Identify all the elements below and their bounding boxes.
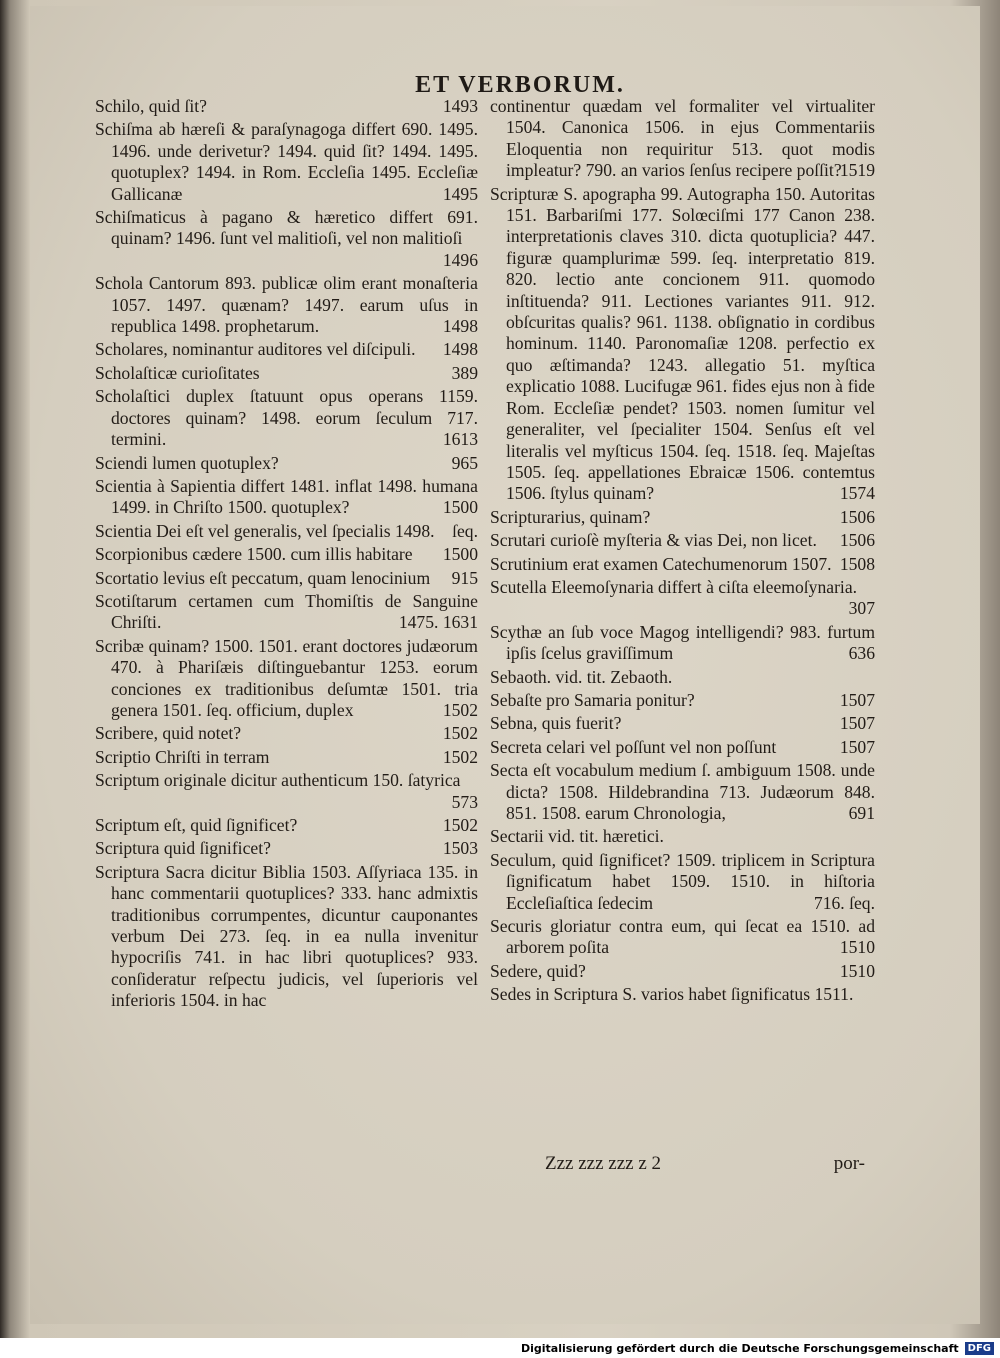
entry-text: Scripturæ S. apographa 99. Autographa 150. Autoritas 151. Barbariſmi 177. Solœciſmi 177 Canon 238. interpretationis claves 310. dicta quotuplicia? 447. figuræ quamplurimæ 599. ſeq. interpretatio 819. 820. lectio ante concionem 911. quomodo inſtituenda? 911. Lectiones variantes 911. 912. obſcuritas qualis? 961. 1138. obſignatio in cordibus hominum. 1140. Paronomaſiæ 1208. perfectio ex quo æſtimanda? 1243. allegatio 51. myſtica explicatio 1088. Lucifugæ 961. fides ejus non à fide Rom. Eccleſiæ pendet? 1503. nomen ſumitur vel generaliter, vel ſpecialiter 1504. Senſus eſt vel literalis vel myſticus 1504. ſeq. 1518. ſeq. Majeſtas 1505. ſeq. appellationes Ebraicæ 1506. contemtus 1506. ſtylus quinam? [490,183,875,504]
page-bottom-line [545,1153,865,1175]
index-entry [490,737,875,758]
entry-locator: 1475. 1631 [398,612,478,633]
entry-locator: 1500 [442,497,478,518]
index-entry [490,577,875,620]
running-head: ET VERBORUM. [415,72,625,98]
index-entry [490,850,875,914]
entry-locator: 1506 [839,530,875,551]
entry-text: Secta eſt vocabulum medium ſ. ambiguum 1508. unde dicta? 1508. Hildebrandina 713. Judæorum 848. 851. 1508. earum Chronologia, [490,760,875,823]
index-entry [490,507,875,528]
entry-locator: ſeq. [452,520,478,541]
entry-locator: 1508 [839,553,875,574]
entry-locator: 1502 [442,815,478,835]
index-entry [95,476,478,519]
entry-text: Scribæ quinam? 1500. 1501. erant doctores judæorum 470. à Phariſæis diſtinguebantur 1253. eorum conciones ex traditionibus deſumtæ 1501. tria genera 1501. ſeq. officium, duplex [95,635,478,720]
entry-locator: 1503 [442,838,478,859]
entry-locator: 1502 [442,746,478,767]
entry-text: Scutella Eleemoſynaria differt à ciſta eleemoſynaria. [490,576,858,597]
entry-text: Schiſmaticus à pagano & hæretico differt 691. quinam? 1496. ſunt vel malitioſi, vel non malitioſi [95,207,478,249]
entry-text: Scriptio Chriſti in terram [95,746,270,767]
entry-text: Scortatio levius eſt peccatum, quam lenocinium [95,567,431,588]
entry-text: Scientia Dei eſt vel generalis, vel ſpecialis 1498. [95,520,435,541]
entry-locator: 1500 [442,544,478,565]
index-entry [95,386,478,450]
index-entry [490,826,875,847]
entry-locator: 1510 [839,937,875,958]
entry-text: Scotiſtarum certamen cum Thomiſtis de Sanguine Chriſti. [95,590,478,633]
index-entry [95,96,478,117]
entry-text: Scholares, nominantur auditores vel diſcipuli. [95,339,416,360]
entry-text: Scriptum eſt, quid ſignificet? [95,815,298,835]
entry-text: Scripturarius, quinam? [490,506,651,527]
index-entry [95,770,478,813]
entry-text: Secreta celari vel poſſunt vel non poſſunt [490,736,777,757]
index-entry [95,723,478,744]
entry-text: Sebaſte pro Samaria ponitur? [490,689,695,710]
entry-locator: 1506 [839,506,875,527]
index-entry [490,916,875,959]
index-entry [95,747,478,768]
funding-note: Digitalisierung gefördert durch die Deutsche Forschungsgemeinschaft [520,1341,959,1355]
entry-text: Scholaſticæ curioſitates [95,362,260,383]
index-entry [95,273,478,337]
index-entry [490,984,875,1005]
catchword: por- [833,1153,865,1174]
entry-locator: 1507 [839,713,875,734]
index-entry [95,339,478,360]
entry-text: continentur quædam vel formaliter vel virtualiter 1504. Canonica 1506. in ejus Commentariis Eloquentia non requiritur 513. quot modis impleatur? 790. an varios ſenſus recipere poſſit? [490,96,875,181]
index-entry [95,591,478,634]
index-entry [490,690,875,711]
entry-text: Scrutinium erat examen Catechumenorum 1507. [490,553,832,574]
entry-text: Scrutari curioſè myſteria & vias Dei, non licet. [490,530,817,551]
index-entry [95,862,478,1012]
index-entry [95,119,478,205]
entry-text: Schola Cantorum 893. publicæ olim erant monaſteria 1057. 1497. quænam? 1497. earum uſus in republica 1498. prophetarum. [95,273,478,337]
entry-locator: 1498 [442,339,478,360]
entry-locator: 1498 [442,316,478,337]
entry-text: Scorpionibus cædere 1500. cum illis habitare [95,544,413,565]
entry-text: Sebaoth. vid. tit. Zebaoth. [490,666,673,687]
index-entry [490,713,875,734]
entry-locator: 1495 [442,183,478,204]
index-entry [95,568,478,589]
index-entry [490,96,875,182]
entry-locator: 1493 [442,96,478,116]
entry-locator: 1613 [442,429,478,450]
entry-locator: 1507 [839,736,875,757]
dfg-logo: DFG [965,1342,994,1355]
entry-text: Scientia à Sapientia differt 1481. inflat 1498. humana 1499. in Chriſto 1500. quotuplex? [95,475,478,518]
entry-text: Sebna, quis fuerit? [490,713,622,734]
index-entry [95,636,478,722]
entry-text: Securis gloriatur contra eum, qui ſecat ea 1510. ad arborem poſita [490,916,875,958]
index-entry [490,961,875,982]
entry-text: Sedere, quid? [490,960,586,981]
entry-text: Scythæ an ſub voce Magog intelligendi? 983. furtum ipſis ſcelus graviſſimum [490,621,875,664]
entry-text: Sectarii vid. tit. hæretici. [490,826,664,847]
entry-locator: 965 [451,452,478,473]
signature-mark: Zzz zzz zzz z 2 [545,1153,662,1174]
entry-text: Scriptum originale dicitur authenticum 150. ſatyrica [95,770,461,791]
entry-locator: 1574 [839,483,875,504]
index-column-left [95,96,478,1014]
entry-text: Schilo, quid ſit? [95,96,207,116]
entry-locator: 1510 [839,960,875,981]
entry-locator: 1507 [839,689,875,710]
index-entry [490,530,875,551]
index-entry [95,453,478,474]
entry-text: Sciendi lumen quotuplex? [95,452,279,473]
index-entry [95,838,478,859]
entry-text: Scriptura quid ſignificet? [95,838,271,859]
entry-text: Sedes in Scriptura S. varios habet ſignificatus 1511. [490,984,854,1005]
entry-locator: 1496 [442,249,478,270]
index-entry [490,622,875,665]
entry-locator: 636 [848,643,875,664]
entry-locator: 716. ſeq. [813,892,875,913]
entry-locator: 1502 [442,699,478,720]
index-entry [490,760,875,824]
index-entry [490,554,875,575]
entry-locator: 307 [848,598,875,619]
index-entry [95,815,478,836]
index-column-right [490,96,875,1008]
entry-text: Scriptura Sacra dicitur Biblia 1503. Aſſyriaca 135. in hanc commentarii quotuplices? 333. hanc admixtis traditionibus corrumpentes, dicuntur cauponantes verbum Dei 273. ſeq. in ea nulla invenitur hypocriſis 741. in hac libri quotuplices? 933. conſideratur reſpectu judicis, vel ſuperioris vel inferioris 1504. in hac [95,861,478,1011]
entry-text: Scribere, quid notet? [95,723,242,744]
entry-locator: 691 [848,803,875,823]
footer-bar [0,1338,1000,1358]
entry-locator: 389 [451,362,478,383]
index-entry [95,521,478,542]
index-entry [95,544,478,565]
entry-text: Seculum, quid ſignificet? 1509. triplicem in Scriptura ſignificatum habet 1509. 1510. in hiſtoria Eccleſiaſtica ſedecim [490,849,875,913]
entry-locator: 1519 [839,160,875,181]
entry-locator: 1502 [442,723,478,744]
entry-locator: 573 [451,791,478,812]
entry-text: Scholaſtici duplex ſtatuunt opus operans 1159. doctores quinam? 1498. eorum ſeculum 717. termini. [95,386,478,450]
entry-text: Schiſma ab hæreſi & paraſynagoga differt 690. 1495. 1496. unde derivetur? 1494. quid ſit? 1494. 1495. quotuplex? 1494. in Rom. Eccleſia 1495. Eccleſiæ Gallicanæ [95,119,478,204]
index-entry [95,363,478,384]
index-entry [490,667,875,688]
entry-locator: 915 [451,567,478,588]
index-entry [95,207,478,271]
index-entry [490,184,875,505]
